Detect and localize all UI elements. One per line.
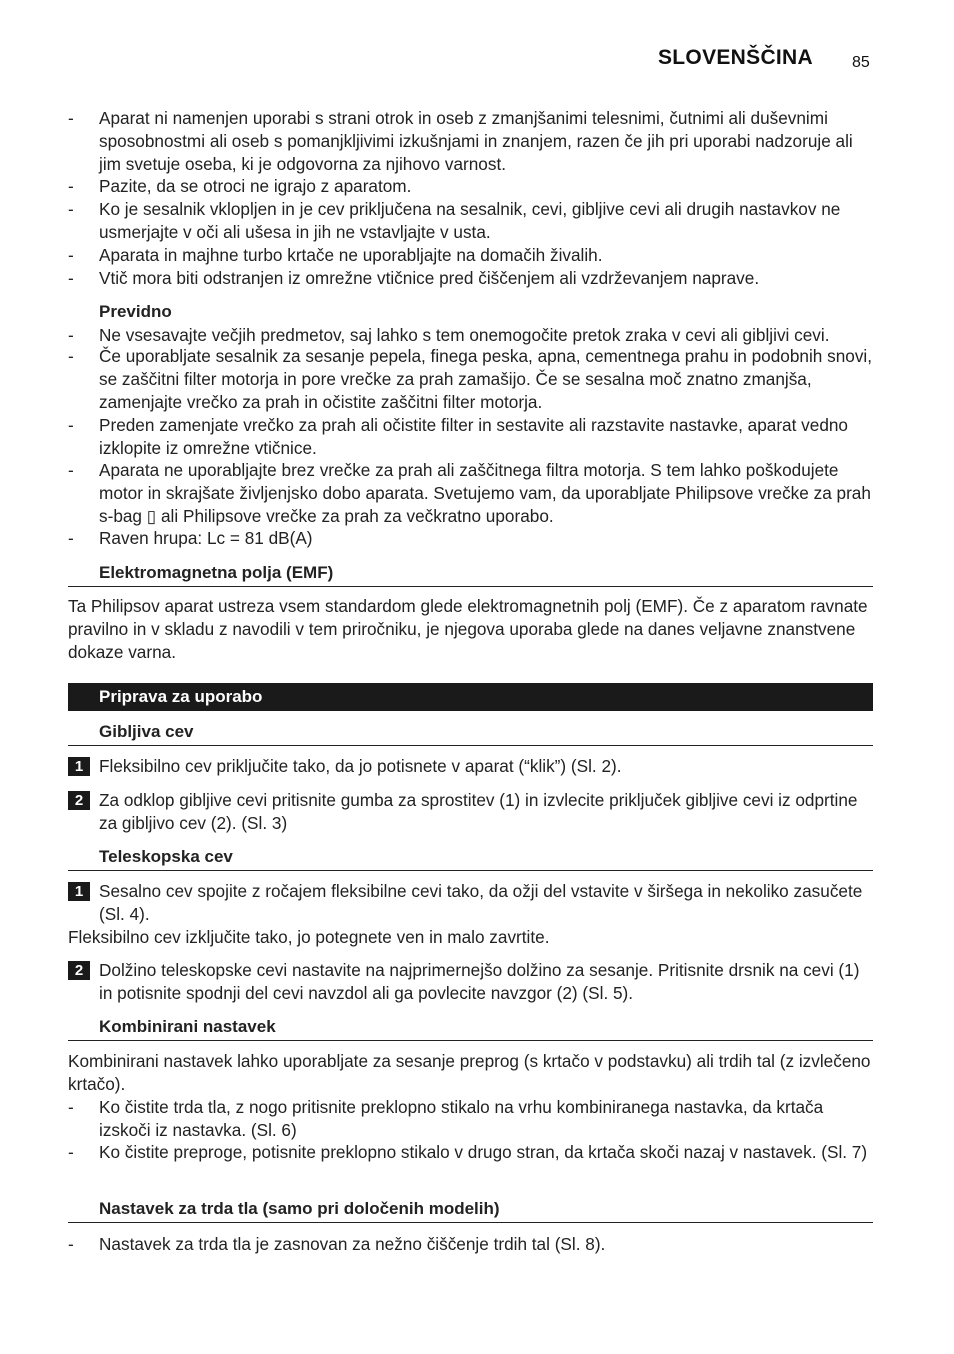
combi-paragraph: Kombinirani nastavek lahko uporabljate za sesanje preprog (s krtačo v podstavku) ali trdih tal (z izvlečeno krtačo). xyxy=(68,1051,871,1094)
hardfloor-heading: Nastavek za trda tla (samo pri določenih modelih) xyxy=(68,1197,873,1223)
caution-heading: Previdno xyxy=(99,302,172,321)
step-number: 1 xyxy=(68,757,90,776)
emf-paragraph: Ta Philipsov aparat ustreza vsem standardom glede elektromagnetnih polj (EMF). Če z aparatom ravnate pravilno in v skladu z navodili v tem priročniku, je njegova uporaba glede na danes veljavne znanstvene dokaze varna. xyxy=(68,596,868,662)
page-language-title: SLOVENŠČINA xyxy=(658,46,813,69)
list-item: - Ne vsesavajte večjih predmetov, saj lahko s tem onemogočite pretok zraka v cevi ali gibljivi cevi. xyxy=(68,325,830,345)
list-item: - Ko čistite preproge, potisnite preklopno stikalo v drugo stran, da krtača skoči nazaj v nastavek. (Sl. 7) xyxy=(68,1142,868,1162)
list-item: - Ko čistite trda tla, z nogo pritisnite preklopno stikalo na vrhu kombiniranega nastavka, da krtača izskoči iz nastavka. (Sl. 6) xyxy=(68,1097,824,1140)
step-item: 2 Dolžino teleskopske cevi nastavite na najprimernejšo dolžino za sesanje. Pritisnite drsnik na cevi (1) in potisnite spodnji del cevi navzdol ali ga povlecite navzgor (2) (Sl. 5). xyxy=(68,959,873,1005)
section-title: Priprava za uporabo xyxy=(68,683,873,711)
combi-heading: Kombinirani nastavek xyxy=(68,1015,873,1041)
list-item: - Vtič mora biti odstranjen iz omrežne vtičnice pred čiščenjem ali vzdrževanjem naprave. xyxy=(68,268,760,288)
tube-heading: Teleskopska cev xyxy=(68,845,873,871)
step-number: 2 xyxy=(68,961,90,980)
list-item: - Aparata in majhne turbo krtače ne uporabljajte na domačih živalih. xyxy=(68,245,603,265)
list-item: - Aparat ni namenjen uporabi s strani otrok in oseb z zmanjšanimi telesnimi, čutnimi ali duševnimi sposobnostmi ali oseb s pomanjkljivimi izkušnjami in znanjem, razen če jih pri uporabi nadzoruje ali jim svetuje oseba, ki je odgovorna za njihovo varnost. xyxy=(68,108,853,174)
list-item: - Če uporabljate sesalnik za sesanje pepela, finega peska, apna, cementnega prahu in podobnih snovi, se zaščitni filter motorja in pore vrečke za prah zamašijo. Če se sesalna moč znatno zmanjša, zamenjajte vrečko za prah in očistite zaščitni filter motorja. xyxy=(68,346,873,412)
list-item: - Pazite, da se otroci ne igrajo z aparatom. xyxy=(68,176,412,196)
step-number: 1 xyxy=(68,882,90,901)
tube-note: Fleksibilno cev izključite tako, jo potegnete ven in malo zavrtite. xyxy=(68,927,550,947)
list-item: - Aparata ne uporabljajte brez vrečke za prah ali zaščitnega filtra motorja. S tem lahko poškodujete motor in skrajšate življenjsko dobo aparata. Svetujemo vam, da uporabljate Philipsove vrečke za prah s-bag ▯ ali Philipsove vrečke za prah za večkratno uporabo. xyxy=(68,460,871,526)
page-number: 85 xyxy=(852,54,870,71)
step-item: 1 Fleksibilno cev priključite tako, da jo potisnete v aparat (“klik”) (Sl. 2). xyxy=(68,755,873,778)
hose-heading: Gibljiva cev xyxy=(68,720,873,746)
step-number: 2 xyxy=(68,791,90,810)
step-item: 1 Sesalno cev spojite z ročajem fleksibilne cevi tako, da ožji del vstavite v širšega in nekoliko zasučete (Sl. 4). xyxy=(68,880,873,926)
list-item: - Raven hrupa: Lc = 81 dB(A) xyxy=(68,528,313,548)
list-item: - Nastavek za trda tla je zasnovan za nežno čiščenje trdih tal (Sl. 8). xyxy=(68,1234,606,1254)
list-item: - Preden zamenjate vrečko za prah ali očistite filter in sestavite ali razstavite nastavke, aparat vedno izklopite iz omrežne vtičnice. xyxy=(68,415,848,458)
emf-heading: Elektromagnetna polja (EMF) xyxy=(68,561,873,587)
step-item: 2 Za odklop gibljive cevi pritisnite gumba za sprostitev (1) in izvlecite priključek gibljive cevi iz odprtine za gibljivo cev (2). (Sl. 3) xyxy=(68,789,873,835)
list-item: - Ko je sesalnik vklopljen in je cev priključena na sesalnik, cevi, gibljive cevi ali drugih nastavkov ne usmerjajte v oči ali ušesa in jih ne vstavljajte v usta. xyxy=(68,199,841,242)
